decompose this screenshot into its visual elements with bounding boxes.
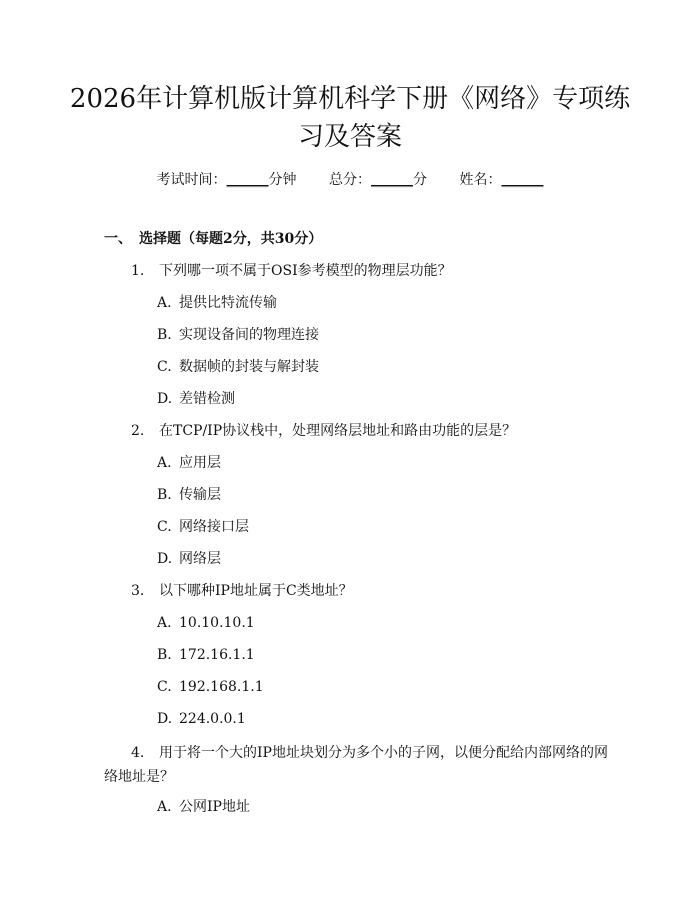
- option-text: 应用层: [179, 455, 221, 471]
- option-letter: A.: [157, 455, 172, 471]
- option-text: 224.0.0.1: [179, 711, 246, 727]
- option-text: 实现设备间的物理连接: [179, 327, 319, 343]
- question-4: [104, 741, 614, 789]
- exam-time: [157, 170, 297, 190]
- exam-name: [459, 170, 543, 190]
- question-text: 在TCP/IP协议栈中，处理网络层地址和路由功能的层是？: [159, 423, 517, 439]
- option-text: 网络接口层: [179, 519, 249, 535]
- question-3: [104, 581, 614, 601]
- question-text: 下列哪一项不属于OSI参考模型的物理层功能？: [159, 263, 452, 279]
- exam-score: [329, 170, 427, 190]
- time-label: 考试时间：: [156, 172, 227, 188]
- score-blank: ______: [371, 172, 413, 188]
- option-text: 10.10.10.1: [179, 615, 255, 631]
- option-text: 差错检测: [179, 391, 235, 407]
- option-1b: [157, 325, 319, 345]
- score-unit: 分: [413, 172, 427, 188]
- option-4a: [157, 797, 250, 817]
- section-label: 选择题（每题2分，共30分）: [139, 231, 323, 247]
- option-text: 公网IP地址: [179, 799, 250, 815]
- option-letter: A.: [157, 615, 172, 631]
- question-text: 以下哪种IP地址属于C类地址？: [159, 583, 353, 599]
- option-text: 提供比特流传输: [179, 295, 277, 311]
- name-label: 姓名：: [459, 172, 502, 188]
- question-2: [104, 421, 614, 441]
- option-letter: D.: [157, 711, 173, 727]
- option-3c: [157, 677, 264, 697]
- option-2b: [157, 485, 221, 505]
- section-number: 一、: [104, 231, 132, 247]
- option-letter: C.: [157, 359, 172, 375]
- option-3d: [157, 709, 246, 729]
- time-unit: 分钟: [268, 172, 297, 188]
- question-text: 用于将一个大的IP地址块划分为多个小的子网，以便分配给内部网络的网络地址是？: [104, 745, 608, 785]
- question-number: 1.: [131, 263, 145, 279]
- option-letter: C.: [157, 519, 172, 535]
- option-text: 172.16.1.1: [179, 647, 255, 663]
- question-number: 4.: [131, 745, 145, 761]
- option-2a: [157, 453, 221, 473]
- option-2d: [157, 549, 221, 569]
- option-text: 网络层: [179, 551, 221, 567]
- option-3a: [157, 613, 255, 633]
- option-text: 传输层: [179, 487, 221, 503]
- time-blank: ______: [226, 172, 269, 188]
- score-label: 总分：: [329, 172, 371, 188]
- option-1c: [157, 357, 319, 377]
- option-1d: [157, 389, 235, 409]
- option-letter: A.: [157, 295, 172, 311]
- exam-meta: [0, 170, 700, 190]
- name-blank: ______: [501, 172, 544, 188]
- question-number: 2.: [131, 423, 145, 439]
- option-1a: [157, 293, 277, 313]
- option-text: 192.168.1.1: [179, 679, 264, 695]
- page-title: 2026年计算机版计算机科学下册《网络》专项练习及答案: [69, 84, 631, 152]
- section-heading: [104, 229, 322, 249]
- option-letter: C.: [157, 679, 172, 695]
- option-letter: B.: [157, 647, 172, 663]
- option-2c: [157, 517, 249, 537]
- option-3b: [157, 645, 255, 665]
- question-1: [104, 261, 614, 281]
- option-letter: A.: [157, 799, 172, 815]
- option-letter: D.: [157, 551, 173, 567]
- option-letter: D.: [157, 391, 173, 407]
- option-letter: B.: [157, 487, 172, 503]
- option-letter: B.: [157, 327, 172, 343]
- option-text: 数据帧的封装与解封装: [179, 359, 319, 375]
- question-number: 3.: [131, 583, 145, 599]
